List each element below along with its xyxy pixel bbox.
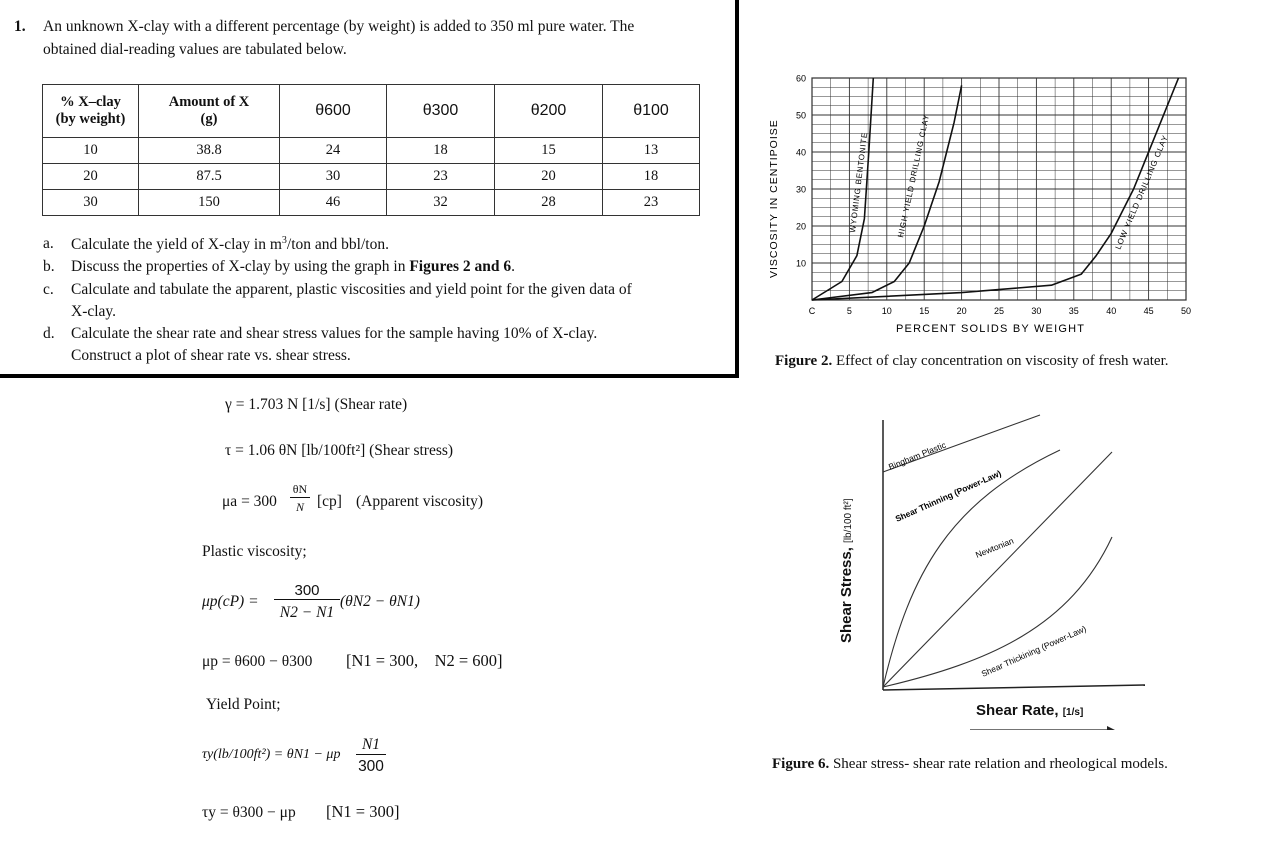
formula-yield-bracket: [N1 = 300] [326, 802, 400, 821]
header-pct-line2: (by weight) [55, 111, 126, 127]
curve-label-wyoming: WYOMING BENTONITE [848, 131, 870, 234]
header-theta200: θ200 [495, 85, 603, 138]
item-a-text: Calculate the yield of X-clay in $m^3$/ton and bbl/ton. [71, 235, 389, 254]
cell-t600: 30 [280, 164, 387, 190]
formula-shear-rate [225, 396, 407, 414]
item-c-line1: Calculate and tabulate the apparent, plastic viscosities and yield point for the given data of [71, 281, 632, 298]
cell-t600: 46 [280, 190, 387, 216]
item-c-letter: c. [43, 281, 54, 298]
cell-t100: 23 [603, 190, 700, 216]
cell-t100: 13 [603, 138, 700, 164]
figure2-grid [812, 78, 1186, 300]
header-pct-line1: % X–clay [60, 94, 121, 110]
cell-pct: 10 [43, 138, 139, 164]
figure2-caption-text: Effect of clay concentration on viscosity of fresh water. [832, 353, 1169, 369]
cell-amount: 87.5 [139, 164, 280, 190]
formula-apparent-den: N [295, 500, 304, 514]
table-row [43, 190, 700, 216]
table-row [43, 164, 700, 190]
x-tick-label: 50 [1180, 306, 1192, 316]
figure6-x-arrow-head [1107, 726, 1115, 730]
figure2-x-ticks [809, 306, 1191, 316]
header-theta600: θ600 [280, 85, 387, 138]
x-tick-label: 15 [919, 306, 930, 316]
y-tick-label: 20 [795, 221, 806, 232]
cell-pct: 20 [43, 164, 139, 190]
formula-plastic-num: 300 [274, 582, 340, 600]
formula-plastic-simple [202, 651, 503, 671]
figure6-xlabel-unit: [1/s] [1062, 707, 1084, 718]
x-tick-label: 45 [1143, 306, 1154, 316]
y-tick-label: 10 [795, 258, 806, 269]
figure6-ylabel-main: Shear Stress, [838, 547, 855, 643]
figure6-caption-text: Shear stress- shear rate relation and rheological models. [829, 756, 1168, 772]
formula-yield-point [202, 736, 402, 780]
dial-reading-table [42, 84, 700, 216]
x-tick-label: 40 [1106, 306, 1117, 316]
formula-plastic-simple-expr: μp = θ600 − θ300 [202, 653, 313, 670]
x-tick-label: 30 [1031, 306, 1042, 316]
formula-apparent-unit: [cp] [317, 493, 342, 510]
formula-plastic-lhs: μp(cP) = [202, 593, 259, 610]
figure6-caption-bold: Figure 6. [772, 756, 830, 772]
item-d-letter: d. [43, 325, 55, 342]
x-tick-label: 20 [956, 306, 967, 316]
y-tick-label: 40 [795, 147, 806, 158]
formula-plastic-rhs: (θN2 − θN1) [340, 593, 420, 610]
figure6-ylabel [838, 493, 868, 653]
label-bingham-plastic: Bingham Plastic [887, 439, 948, 472]
cell-t600: 24 [280, 138, 387, 164]
header-amount [139, 85, 280, 138]
cell-t300: 32 [387, 190, 495, 216]
figure2-xlabel: PERCENT SOLIDS BY WEIGHT [896, 323, 1086, 335]
cell-t200: 20 [495, 164, 603, 190]
formula-yield-num: N1 [356, 736, 386, 755]
formula-yield-lhs: τy(lb/100ft²) = θN1 − μp [202, 747, 341, 762]
table-row [43, 138, 700, 164]
formula-apparent-num: θN [290, 482, 310, 498]
formula-plastic-den: N2 − N1 [279, 604, 335, 621]
figure2-y-ticks [796, 74, 806, 269]
question-intro-line1: An unknown X-clay with a different percentage (by weight) is added to 350 ml pure water. The [43, 18, 635, 35]
x-tick-label: 10 [881, 306, 892, 316]
label-shear-thinning: Shear Thinning (Power-Law) [893, 468, 1003, 524]
figure6-chart [840, 412, 1160, 730]
figure6-xlabel-main: Shear Rate, [976, 702, 1059, 719]
cell-t300: 18 [387, 138, 495, 164]
formula-apparent-label: (Apparent viscosity) [356, 493, 483, 510]
cell-amount: 38.8 [139, 138, 280, 164]
cell-t300: 23 [387, 164, 495, 190]
figure2-ylabel: VISCOSITY IN CENTIPOISE [768, 119, 780, 278]
x-tick-label: 35 [1068, 306, 1079, 316]
label-shear-thickening: Shear Thickining (Power-Law) [979, 623, 1088, 679]
curve-label-high-yield: HIGH YIELD DRILLING CLAY [896, 113, 932, 239]
curve-label-low-yield: LOW YIELD DRILLING CLAY [1113, 133, 1171, 251]
y-tick-label: 60 [795, 73, 806, 84]
y-tick-label: 30 [795, 184, 806, 195]
item-d-line2: Construct a plot of shear rate vs. shear stress. [71, 347, 351, 364]
formula-shear-stress-expr: τ = 1.06 θN [lb/100ft²] [225, 442, 366, 459]
cell-t200: 15 [495, 138, 603, 164]
formula-shear-rate-expr: γ = 1.703 N [1/s] [225, 396, 331, 413]
figure2-chart [760, 68, 1200, 340]
formula-shear-rate-label: (Shear rate) [334, 396, 408, 413]
question-intro-line2: obtained dial-reading values are tabulated below. [43, 41, 347, 58]
figure6-ylabel-unit: [lb/100 ft²] [843, 498, 854, 543]
formula-plastic-viscosity [202, 582, 442, 626]
formula-plastic-bracket: [N1 = 300, N2 = 600] [346, 651, 503, 670]
figure2-caption [775, 353, 1169, 370]
formula-shear-stress [225, 442, 453, 460]
item-b-pre: Discuss the properties of X-clay by using the graph in [71, 258, 410, 275]
cell-t200: 28 [495, 190, 603, 216]
y-tick-label: 50 [795, 110, 806, 121]
formula-yield-simple [202, 802, 400, 822]
cell-pct: 30 [43, 190, 139, 216]
formula-apparent-lhs: μa = 300 [222, 493, 277, 510]
cell-amount: 150 [139, 190, 280, 216]
item-b-bold: Figures 2 and 6 [409, 258, 512, 275]
figure6-xlabel [976, 702, 1083, 719]
x-tick-label: 25 [993, 306, 1005, 316]
cell-t100: 18 [603, 164, 700, 190]
header-theta100: θ100 [603, 85, 700, 138]
figure2-caption-bold: Figure 2. [775, 353, 833, 369]
item-b-text [71, 258, 515, 276]
formula-yield-simple-expr: τy = θ300 − μp [202, 804, 296, 821]
plastic-viscosity-title: Plastic viscosity; [202, 543, 307, 560]
x-tick-label: 5 [846, 306, 852, 316]
item-b-letter: b. [43, 258, 55, 275]
figure6-x-axis [883, 685, 1145, 690]
header-pct [43, 85, 139, 138]
item-d-line1: Calculate the shear rate and shear stress values for the sample having 10% of X-clay. [71, 325, 598, 342]
header-amount-line1: Amount of X [168, 94, 250, 110]
yield-point-title: Yield Point; [206, 696, 281, 713]
item-a-letter: a. [43, 235, 54, 252]
header-amount-line2: (g) [200, 111, 218, 127]
figure6-caption [772, 756, 1168, 773]
x-tick-label: C [808, 306, 816, 316]
formula-yield-den: 300 [358, 758, 384, 775]
item-b-post: . [511, 258, 515, 275]
table-header-row [43, 85, 700, 138]
item-c-line2: X-clay. [71, 303, 117, 320]
label-newtonian: Newtonian [974, 535, 1015, 560]
formula-shear-stress-label: (Shear stress) [369, 442, 454, 459]
question-number: 1. [14, 18, 26, 35]
header-theta300: θ300 [387, 85, 495, 138]
